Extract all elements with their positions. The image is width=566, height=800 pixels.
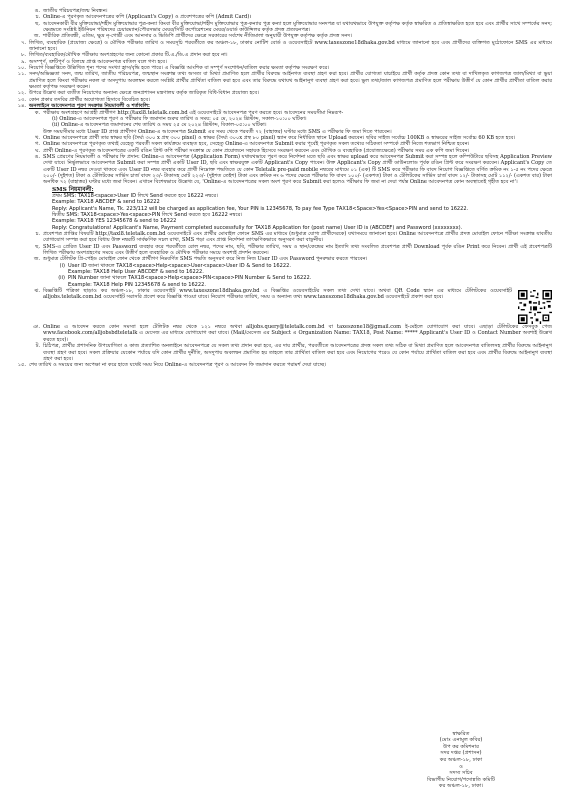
list-item: চ. Online-এ পূরণকৃত আবেদনপত্রের কপি (Applicant's Copy) ও প্রবেশপত্রের কপি (Admit Card)। — [35, 14, 252, 21]
signatory-title: বিভাগীয় নিয়োগ/পদোন্নতি কমিটি — [427, 776, 495, 783]
list-item: খ. Online আবেদনপত্রে প্রার্থী তার স্বাক্ষর ছবি (দৈর্ঘ্য ৩০০ x প্রস্থ ৩০০ pixel) ও স্বাক্ষর (দৈর্ঘ্য ৩০০x প্রস্থ ৮০ pixel) স্ক্যান করে নির্ধারিত স্থানে Upload করবেন। ছবির সাইজ সর্বোচ্চ 100KB ও স্বাক্ষরের সাইজ সর্বোচ্চ 60 KB হতে হবে। — [35, 134, 516, 141]
signatory-title: সদর দপ্তর (প্রশাসন) — [440, 750, 482, 757]
list-item: ঞ. Online এ আবেদন করতে কোন সমস্যা হলে টেলিটক নম্বর থেকে ১২১ নম্বরে অথবা alljobs.query@teletalk.com.bd বা taxeszone18@gmail.com ই-মেইলে যোগাযোগ করা যাবে। এছাড়া টেলিটকের ফেসবুক পেজ www.facebook.com/alljobsbdteletalk এ মেসেজ এর মাধ্যমে যোগাযোগ করা যাবে। (Mail/মেসেজ এর Subject এ Organization Name: TAX18, Post Name: ***** Applicant's User ID ও Contact Number অবশ্যই উল্লেখ করতে হবে)। — [33, 324, 552, 343]
signatory-title: উপ কর কমিশনার — [443, 743, 479, 750]
signatory-title: কর অঞ্চল-১৮, ঢাকা। — [438, 783, 484, 790]
top-items — [30, 8, 552, 40]
sms-line: দ্বিতীয় SMS: TAX18<space>Yes<space>PIN লিখে Send করতে হবে 16222 নম্বরে। — [52, 212, 243, 218]
list-item: চ. প্রবেশপত্র প্রাপ্তির বিষয়টি http://taxl8.teletalk.com.bd ওয়েবসাইটে এবং প্রার্থীর মোবাইল ফোনে SMS এর মাধ্যমে (শুধুমাত্র যোগ্য প্রার্থীদেরকে) যথাসময়ে জানানো হবে। Online আবেদনপত্রে প্রার্থীর প্রদত্ত মোবাইল ফোনে পরীক্ষা সংক্রান্ত যাবতীয় যোগাযোগ সম্পন্ন করা হবে বিধায় উক্ত নম্বরটি সার্বক্ষণিক সচল রাখা, SMS পড়া এবং প্রাপ্ত নির্দেশনা তাৎক্ষণিকভাবে অনুসরণ করা বাঞ্ছনীয়। — [35, 231, 552, 244]
list-item: ঙ. জাতীয় পরিচয়পত্র/জন্ম নিবন্ধন। — [34, 8, 108, 14]
sms-line: Reply: Congratulations! Applicant's Name, Payment completed successfully for TAX18 Application for (post name) User ID is (ABCDEF) and Password (xxxxxxxx). — [52, 224, 463, 231]
recovery-example: Example: TAX18 Help PIN 12345678 & send to 16222. — [68, 281, 207, 288]
list-item: ১৩. কোন প্রকার তদবির প্রার্থীর অযোগ্যতা হিসাবে বিবেচিত হবে। — [17, 96, 150, 103]
list-item: ছ. আবেদনকারী বীর মুক্তিযোদ্ধা/শহীদ মুক্তিযোদ্ধার পুত্র-কন্যা কিংবা বীর মুক্তিযোদ্ধা/শহীদ মুক্তিযোদ্ধার পুত্র-কন্যার পুত্র কন্যা হলে মুক্তিযোদ্ধার সনদপত্র যা যথাযথভাবে উপযুক্ত কর্তৃপক্ষ কর্তৃক স্বাক্ষরিত ও প্রতিস্বাক্ষরিত হতে হবে এবং প্রার্থীর সাথে সম্পর্কের সনদ; ক্ষেত্রমতে সংশ্লিষ্ট ইউনিয়ন পরিষদের চেয়ারম্যান/পৌরসভার মেয়র/সিটি কর্পোরেশনের মেয়র/ওয়ার্ড কাউন্সিলর কর্তৃক প্রদত্ত প্রত্যয়নপত্র। — [35, 20, 552, 34]
sms-rules-heading: SMS নিয়মাবলী: — [52, 186, 94, 193]
sms-line: Reply: Applicant's Name, Tk. 223/112 will be charged as application fee, Your PIN is 12345678, To pay fee Type TAX18<Space>Yes<Space>PIN and send to 16222. — [52, 205, 469, 212]
list-item: ঙ. SMS প্রেরণের নিয়মাবলী ও পরীক্ষার ফি প্রদান: Online-এ আবেদনপত্র (Application Form) যথাযথভাবে পূরণ করে নির্দেশনা মতে ছবি এবং স্বাক্ষর upload করে আবেদনপত্র Submit করা সম্পন্ন হলে কম্পিউটারে ছবিসহ Application Preview দেখা যাবে। নির্ভুলভাবে আবেদনপত্র Submit করা সম্পন্ন প্রার্থী একটি User ID, ছবি এবং স্বাক্ষরযুক্ত একটি Applicant's Copy পাবেন। উক্ত Applicant's Copy প্রার্থী ডাউনলোড পূর্বক রঙিন প্রিন্ট করে সংরক্ষণ করবেন। Applicant's Copy তে একটি User ID নম্বর দেওয়া থাকবে এবং User ID নম্বর ব্যবহার করে প্রার্থী নিম্নোক্ত পদ্ধতিতে যে কোন Teletalk pre-paid mobile নম্বরের মাধ্যমে ০১ (এক) টি SMS করে পরীক্ষার ফি বাবদ নিয়োগ বিজ্ঞপ্তিতে বর্ণিত ক্রমিক নং ১-৫ নং পদের ক্ষেত্রে ২০০/- (দুইশত) টাকা ও টেলিটকের সার্ভিস চার্জ বাবদ ২৩/- টাকাসহ মোট ২২৩/- (দুইশত তেইশ) টাকা এবং ক্রমিক নং ৬ পদের ক্ষেত্রে পরীক্ষার ফি বাবদ ১০০/- (একশত) টাকা ও টেলিটকের সার্ভিস চার্জ বাবদ ১২/- টাকাসহ মোট ১১২/- (একশত বার) টাকা অনধিক ৭২ (বাহাত্তর) ঘণ্টার মধ্যে জমা দিবেন। এখানে বিশেষভাবে উল্লেখ্য যে, 'Online-এ আবেদনপত্রের সকল অংশ পূরণ করে Submit করা হলেও পরীক্ষার ফি জমা না দেয়া পর্যন্ত Online আবেদনপত্র কোন অবস্থাতেই গৃহীত হবে না'। — [34, 153, 552, 186]
application-start: (i) Online-এ আবেদনপত্র পূরণ ও পরীক্ষার ফি জমাদান শুরুর তারিখ ও সময়: ০৫ মে, ২০২৪ খ্রিস্টাব্দ, সকাল-১০:০০ ঘটিকা। — [52, 115, 307, 122]
signatory-title: সদস্য সচিব — [449, 770, 473, 777]
list-item: ক. পরীক্ষায় অংশগ্রহণে আগ্রহী প্রার্থীগণ http://taxl8.teletalk.com.bd এই ওয়েবসাইটে আবেদনপত্র পূরণ করতে হবে। আবেদনের সময়সীমা নিম্নরূপ- — [34, 109, 344, 116]
application-end: (ii) Online-এ আবেদনপত্র জমাদানের শেষ তারিখ ও সময় ২৫ মে ২০২৪ খ্রিস্টাব্দ, বিকাল-০৫:০০ ঘটিকা। — [52, 122, 267, 129]
list-item: ৯. অসম্পূর্ণ, ত্রুটিপূর্ণ ও বিলম্বে প্রাপ্ত আবেদনপত্র বাতিল বলে গণ্য হবে। — [21, 58, 167, 65]
list-item: জ. শুধুমাত্র টেলিটক প্রি-পেইড মোবাইল ফোন থেকে প্রার্থীগণ নিম্নবর্ণিত SMS পদ্ধতি অনুসরণ করে নিজ নিজ User ID এবং Password পুনরুদ্ধার করতে পারবেন। — [33, 256, 368, 263]
sms-line: প্রথম SMS: TAX18<space>User ID লিখে Send করতে হবে 16222 নম্বরে। — [52, 192, 218, 199]
recovery-pin: (ii) PIN Number জানা থাকলে TAX18<space>Help<space>PIN<space>PIN Number & Send to 16222. — [58, 275, 312, 282]
recovery-user-id: (i) User ID জানা থাকলে TAX18<space>Help<space>User<space>User ID & Send to 16222. — [59, 262, 291, 269]
signatory-title: কর অঞ্চল-১৮, ঢাকা — [439, 757, 483, 764]
signature-label: স্বাক্ষরিত — [452, 730, 470, 737]
section-14-heading: ১৪. অনলাইনে আবেদনপত্র পূরণ সংক্রান্ত নিয়মাবলী ও শর্তাবলি: — [17, 103, 150, 110]
list-item: ১৫. শেষ তারিখ ও সময়ের জন্য অপেক্ষা না করে হাতে যথেষ্ট সময় নিয়ে Online-এ আবেদনপত্র পূরণ ও আবেদন ফি জমাদান করতে পরামর্শ দেয়া যাচ্ছে। — [17, 362, 327, 369]
list-item: ৮. লিখিত/ব্যবহারিক/মৌখিক পরীক্ষায় অংশগ্রহণের জন্য কোনো প্রকার টি.এ./ডি.এ প্রদান করা হবে না। — [21, 52, 228, 59]
list-item: ১২. উপরে উল্লেখ করা ব্যতীত নিয়োগের অন্যান্য ক্ষেত্রে জনপ্রশাসন মন্ত্রণালয় কর্তৃক জারিকৃত বিধি-বিধান প্রযোজ্য হবে। — [17, 90, 259, 97]
list-item: ১০. নিয়োগ বিজ্ঞপ্তিতে উল্লিখিত শূন্য পদের সংখ্যা হ্রাস/বৃদ্ধি হতে পারে। এ বিজ্ঞপ্তি আংশিক বা সম্পূর্ণ সংশোধন/বাতিল করার ক্ষমতা কর্তৃপক্ষ সংরক্ষণ করে। — [17, 65, 330, 72]
list-item: জ. শারীরিক প্রতিবন্ধী, এতিম, ক্ষুদ্র নৃ-গোষ্ঠী এবং আনসার ও ভিডিপি প্রার্থীদের ক্ষেত্রে সরকারের সর্বশেষ নীতিমালা অনুযায়ী উপযুক্ত কর্তৃপক্ষ কর্তৃক প্রদত্ত সনদ। — [33, 33, 352, 40]
signature-block — [406, 731, 516, 790]
signatory-conjunction: ও — [459, 763, 463, 770]
list-item: ট. চিঠিপত্র, প্রার্থীর প্রশাসনিক উপযোগিতা ও কাজ প্রত্যাশিত অনলাইনে আবেদনপত্রে যে সকল তথ্য প্রদান করা হবে, এর দায় প্রার্থীর, পরবর্তীতে আবেদনপত্রের প্রদত্ত সকল তথ্য সঠিক বা মিথ্যা প্রমাণিত হলে আবেদনপত্র বাতিলসহ প্রার্থীর বিরুদ্ধে আইনানুগ ব্যবস্থা গ্রহণ করা হবে। সকল প্রক্রিয়ার যেকোন পর্যায়ে যদি কোন প্রার্থীর দুর্নীতি, অসদুপায় অবলম্বন প্রমাণিত হয় তাহলে তার প্রার্থিতা বাতিল করা হবে এবং নিয়োগের পরেও যে কোন পর্যায়ে প্রার্থিতা বাতিল করা হবে এবং প্রার্থীর বিরুদ্ধে আইনানুগ ব্যবস্থা গ্রহণ করা হবে। — [35, 343, 552, 362]
signatory-name: (মোঃ এনামুল কবির) — [439, 737, 483, 744]
list-item: ১১. সনদ/অভিজ্ঞতা সনদ, জন্ম তারিখ, জাতীয় পরিচয়পত্র, জন্মস্থান সংক্রান্ত তথ্য অসত্য বা মিথ্যা প্রমাণিত হলে প্রার্থীর বিরুদ্ধে আইনগত ব্যবস্থা গ্রহণ করা হবে। প্রার্থীর যোগ্যতা যাচাইয়ে প্রার্থী কর্তৃক প্রদত্ত কোন তথ্য বা দাখিলকৃত কাগজপত্র জাল/মিথ্যা বা ভুয়া প্রমাণিত হলে কিংবা পরীক্ষায় নকল বা অসদুপায় অবলম্বন করলে সংশ্লিষ্ট প্রার্থীর প্রার্থিতা বাতিল করা হবে এবং তার বিরুদ্ধে যথাযথ আইনানুগ ব্যবস্থা গ্রহণ করা হবে। ভুল তথ্য/জাল কাগজপত্র প্রমাণিত হলে পরীক্ষায় উত্তীর্ণ যে কোন প্রার্থীর প্রার্থীতা বাতিল করার ক্ষমতা কর্তৃপক্ষ সংরক্ষণ করেন। — [17, 71, 552, 91]
qr-item: ঝ. বিজ্ঞপ্তিটি পত্রিকা ছাড়াও কর অঞ্চল-১৮, ঢাকার ওয়েবসাইট www.taxeszone18dhaka.gov.bd এ বিজ্ঞপ্তির ওয়েবসাইটের সকল তথ্য দেখা যাবে। অথবা QR Code স্ক্যান এর মাধ্যমে টেলিটকের ওয়েবসাইট alljobs.teletalk.com.bd ওয়েবসাইট সরাসরি প্রবেশ করে বিজ্ঞপ্তি পাওয়া যাবে। নিয়োগ পরীক্ষার তারিখ, সময় ও অন্যান্য তথ্য www.taxeszone18dhaka.gov.bd ওয়েবসাইটে প্রকাশ করা হবে। — [30, 288, 552, 324]
section-14 — [30, 110, 552, 363]
list-item: ছ. SMS-এ প্রেরিত User ID এবং Password ব্যবহার করে পরবর্তীতে রোল নম্বর, পদের নাম, ছবি, পরীক্ষার তারিখ, সময় ও স্থান/কেন্দ্রের নাম ইত্যাদি তথ্য সংবলিত প্রবেশপত্র প্রার্থী Download পূর্বক রঙিন Print করে নিবেন। প্রার্থী এই প্রবেশপত্রটি লিখিত পরীক্ষায় অংশগ্রহণের সময়ে এবং উত্তীর্ণ হলে ব্যবহারিক ও মৌখিক পরীক্ষার সময়ে অবশ্যই প্রদর্শন করবেন। — [35, 243, 552, 257]
list-item: গ. Online আবেদনপত্রে পূরণকৃত তথ্যই যেহেতু পরবর্তী সকল কার্যক্রমে ব্যবহৃত হবে, সেহেতু Online-এ আবেদনপত্র Submit করার পূর্বেই পূরণকৃত সকল তথ্যের সঠিকতা সম্পর্কে প্রার্থী নিজে শতভাগ নিশ্চিত হবেন। — [35, 141, 470, 148]
list-item: ৭. লিখিত, ব্যবহারিক (প্রযোজ্য ক্ষেত্রে) ও মৌখিক পরীক্ষার তারিখ ও সময়সূচি পরবর্তীতে কর অঞ্চল-১৮, ঢাকার নোটিশ বোর্ড ও ওয়েবসাইটে www.taxeszone18dhaka.gov.bd মাধ্যমে জানানো হবে এবং প্রার্থীদের ব্যক্তিগত মুঠোফোনে SMS এর মাধ্যমে জানানো হবে। — [21, 39, 552, 53]
list-item: ঘ. প্রার্থী Online-এ পূরণকৃত আবেদনপত্রের একটি রঙিন প্রিন্ট কপি পরীক্ষা সংক্রান্ত যে কোন প্রয়োজনে সহায়ক হিসেবে সংরক্ষণ করবেন এবং মৌখিক ও ব্যবহারিক (প্রযোজ্যক্ষেত্রে) পরীক্ষার সময় এক কপি জমা দিবেন। — [35, 147, 470, 154]
main-items — [16, 40, 552, 110]
sms-line: Example: TAX18 YES 12345678 & send to 16222 — [52, 218, 177, 225]
fee-deadline-note: উক্ত সময়সীমার মধ্যে User ID প্রাপ্ত প্রার্থীগণ Online-এ আবেদনপত্র Submit এর সময় থেকে পরবর্তী ৭২ (বাহাত্তর) ঘণ্টার মধ্যে SMS এ পরীক্ষার ফি জমা দিতে পারবেন। — [43, 128, 392, 135]
qr-code-icon[interactable] — [518, 290, 552, 324]
sms-line: Example: TAX18 ABCDEF & send to 16222 — [52, 199, 160, 206]
recovery-example: Example: TAX18 Help User ABCDEF & send to 16222. — [68, 269, 204, 276]
